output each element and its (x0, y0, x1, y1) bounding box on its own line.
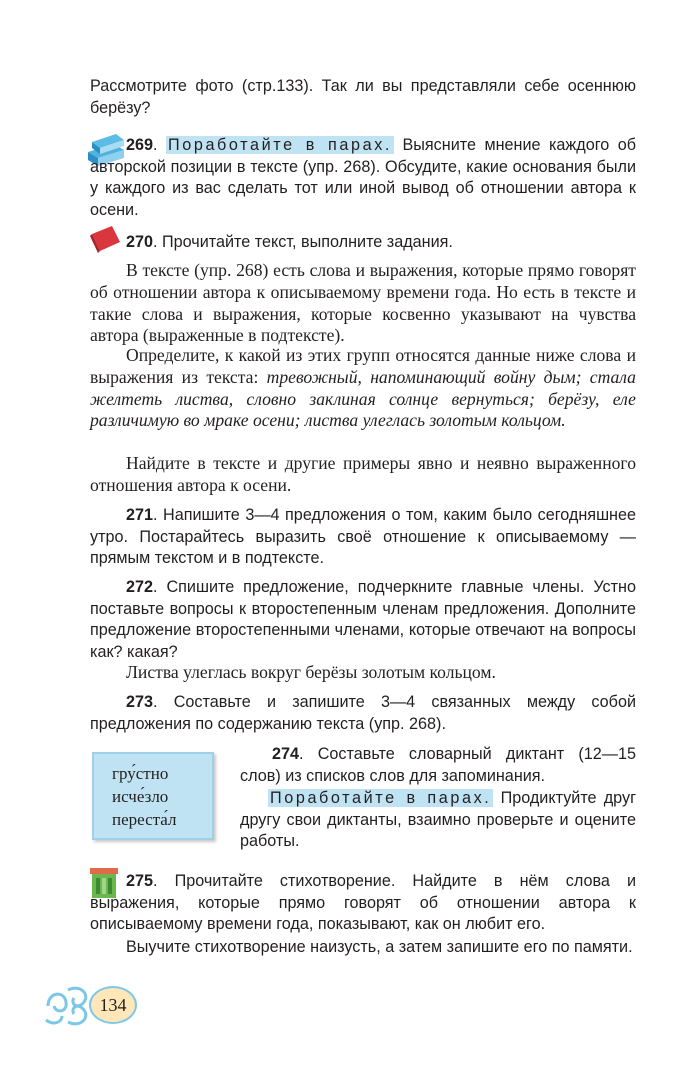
text-paragraph-1: В тексте (упр. 268) есть слова и выражения, которые прямо говорят об отношении автора к описываемому времени года. Но есть в тексте и такие слова и выражения, которые косвенно указывают на чувства автора (выраженные в подтексте). (90, 260, 636, 346)
text-paragraph-2 (90, 345, 636, 432)
exercise-274: 274. Составьте словарный диктант (12—15 слов) из списков слов для запоминания. (240, 745, 636, 785)
exercise-number: 275 (126, 872, 154, 890)
exercise-number: 272 (126, 578, 154, 596)
pair-work-highlight: Поработайте в парах. (270, 789, 492, 807)
vocabulary-word: гру́стно (112, 764, 169, 783)
exercise-number: 269 (126, 136, 154, 154)
exercise-text: Спишите предложение, подчеркните главные члены. Устно поставьте вопросы к второстепенным членам предложения. Дополните предложение второстепенными членами, которые отвечают на вопросы как? какая? (90, 578, 636, 661)
exercise-272: 272. Спишите предложение, подчеркните главные члены. Устно поставьте вопросы к второстепенным членам предложения. Дополните предложение второстепенными членами, которые отвечают на вопросы как? какая? (90, 578, 636, 661)
italic-examples: тревожный, напоминающий войну дым; стала желтеть листва, словно заклиная солнце вернуться; берёзу, еле различимую во мраке осени; листва улеглась золотым кольцом. (90, 366, 636, 431)
exercise-270-task: 270. Прочитайте текст, выполните задания. (126, 233, 453, 251)
exercise-275: 275. Прочитайте стихотворение. Найдите в нём слова и выражения, которые прямо говорят об отношении автора к описываемому времени года, показывают, как он любит его. (90, 872, 636, 933)
exercise-text: Напишите 3—4 предложения о том, каким было сегодняшнее утро. Постарайтесь выразить своё отношение к описываемому — прямым текстом и в подтексте. (90, 506, 637, 567)
vocabulary-word: исче́зло (112, 787, 169, 806)
example-sentence: Листва улеглась вокруг берёзы золотым кольцом. (126, 662, 496, 682)
exercise-text: Продиктуйте друг другу свои диктанты, взаимно проверьте и оцените работы. (240, 789, 636, 850)
intro-paragraph: Рассмотрите фото (стр.133). Так ли вы представляли себе осеннюю берёзу? (90, 77, 636, 117)
exercise-number: 274 (272, 745, 300, 763)
page-number: 134 (89, 986, 137, 1024)
ornament-icon (40, 980, 96, 1032)
exercise-text: Составьте словарный диктант (12—15 слов) из списков слов для запоминания. (240, 745, 636, 785)
exercise-number: 273 (126, 693, 154, 711)
pair-work-highlight: Поработайте в парах. (168, 136, 392, 154)
exercise-text: Прочитайте текст, выполните задания. (162, 233, 453, 251)
vocabulary-word-box (92, 752, 214, 840)
exercise-273: 273. Составьте и запишите 3—4 связанных между собой предложения по содержанию текста (упр. 268). (90, 693, 636, 733)
exercise-text: Составьте и запишите 3—4 связанных между собой предложения по содержанию текста (упр. 268). (90, 693, 636, 733)
exercise-274-pair (240, 788, 636, 853)
exercise-271: 271. Напишите 3—4 предложения о том, каким было сегодняшнее утро. Постарайтесь выразить своё отношение к описываемому — прямым текстом и в подтексте. (90, 506, 637, 567)
exercise-275-part-2: Выучите стихотворение наизусть, а затем запишите его по памяти. (126, 938, 633, 956)
exercise-text: Выясните мнение каждого об авторской позиции в тексте (упр. 268). Обсудите, какие основания были у каждого из вас сделать тот или иной вывод об отношении автора к осени. (90, 136, 636, 219)
paragraph-start: Определите, к какой из этих групп относятся данные ниже слова и выражения из текста: (90, 345, 636, 387)
vocabulary-word: переста́л (112, 810, 177, 829)
text-paragraph-3: Найдите в тексте и другие примеры явно и неявно выраженного отношения автора к осени. (90, 453, 636, 495)
exercise-number: 271 (126, 506, 154, 524)
exercise-269: 269. Поработайте в парах. Выясните мнение каждого об авторской позиции в тексте (упр. 268). Обсудите, какие основания были у каждого из вас сделать тот или иной вывод об отношении автора к осени. (90, 136, 636, 219)
exercise-text: Прочитайте стихотворение. Найдите в нём слова и выражения, которые прямо говорят об отношении автора к описываемому времени года, показывают, как он любит его. (90, 872, 636, 933)
exercise-number: 270 (126, 233, 154, 251)
